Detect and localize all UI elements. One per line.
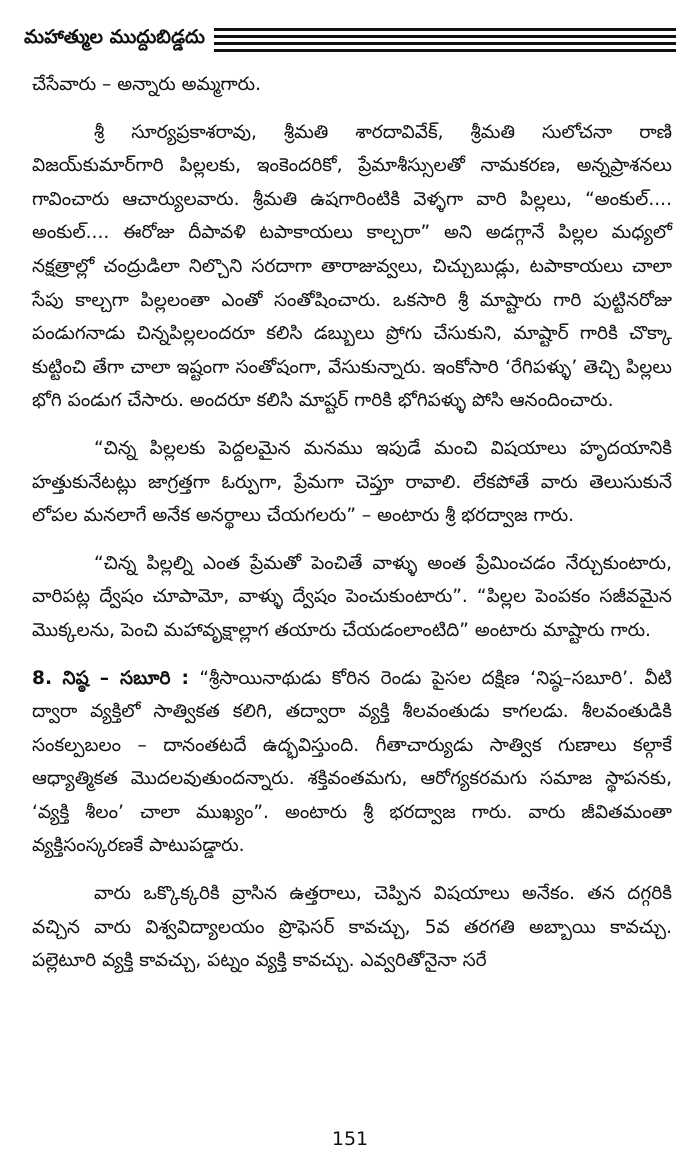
paragraph-letters: వారు ఒక్కొక్కరికి వ్రాసిన ఉత్తరాలు, చెప్పిన విషయాలు అనేకం. తన దగ్గరికి వచ్చిన వారు విశ్వవిద్యాలయం ప్రొఫెసర్ కావచ్చు, 5వ తరగతి అబ్బాయి కావచ్చు. పల్లెటూరి వ్యక్తి కావచ్చు, పట్నం వ్యక్తి కావచ్చు. ఎవ్వరితోనైనా సరే: [32, 883, 672, 972]
paragraph-quote-teaching-children: “చిన్న పిల్లలకు పెద్దలమైన మనము ఇపుడే మంచి విషయాలు హృదయానికి హత్తుకునేటట్లు జాగ్రత్తగా ఓర్పుగా, ప్రేమగా చెప్తూ రావాలి. లేకపోతే వారు తెలుసుకునే లోపల మనలాగే అనేక అనర్థాలు చేయగలరు” – అంటారు శ్రీ భరద్వాజ గారు.: [32, 437, 672, 527]
running-header: [24, 22, 676, 58]
paragraph-continuation: చేసేవారు – అన్నారు అమ్మగారు.: [32, 74, 262, 95]
header-rule-line: [214, 28, 676, 31]
paragraph-quote-love-children: “చిన్న పిల్లల్ని ఎంత ప్రేమతో పెంచితే వాళ్ళు అంత ప్రేమించడం నేర్చుకుంటారు, వారిపట్ల ద్వేషం చూపామో, వాళ్ళు ద్వేషం పెంచుకుంటారు”. “పిల్లల పెంపకం సజీవమైన మొక్కలను, పెంచి మహావృక్షాల్లాగ తయారు చేయడంలాంటిది” అంటారు మాష్టారు గారు.: [32, 552, 672, 641]
section-number: 8.: [32, 667, 53, 689]
page-number: 151: [331, 1128, 369, 1150]
header-rule-line: [214, 35, 676, 38]
paragraph-naming-ceremonies: శ్రీ సూర్యప్రకాశరావు, శ్రీమతి శారదావివేక్, శ్రీమతి సులోచనా రాణి విజయ్‌కుమార్‌గారి పిల్లలకు, ఇంకెందరికో, ప్రేమాశీస్సులతో నామకరణ, అన్నప్రాశనలు గావించారు ఆచార్యులవారు. శ్రీమతి ఉషగారింటికి వెళ్ళగా వారి పిల్లలు, “అంకుల్.... అంకుల్.... ఈరోజు దీపావళి టపాకాయలు కాల్చరా” అని అడగ్గానే పిల్లల మధ్యలో నక్షత్రాల్లో చంద్రుడిలా నిల్చొని సరదాగా తారాజువ్వలు, చిచ్చుబుడ్లు, టపాకాయలు చాలా సేపు కాల్చగా పిల్లలంతా ఎంతో సంతోషించారు. ఒకసారి శ్రీ మాష్టారు గారి పుట్టినరోజు పండుగనాడు చిన్నపిల్లలందరూ కలిసి డబ్బులు ప్రోగు చేసుకుని, మాష్టార్ గారికి చొక్కా కుట్టించి తేగా చాలా ఇష్టంగా సంతోషంగా, వేసుకున్నారు. ఇంకోసారి ‘రేగిపళ్ళు’ తెచ్చి పిల్లలు భోగి పండుగ చేసారు. అందరూ కలిసి మాష్టర్ గారికి భోగిపళ్ళు పోసి ఆనందించారు.: [32, 121, 672, 412]
page-body: [32, 68, 672, 992]
section-title: నిష్ఠ – సబూరి :: [62, 667, 189, 689]
section-nishta-saburi: [32, 662, 672, 864]
header-rule-line: [214, 42, 676, 45]
section-text: “శ్రీసాయినాథుడు కోరిన రెండు పైసల దక్షిణ ‘నిష్ఠ–సబూరి’. వీటి ద్వారా వ్యక్తిలో సాత్వికత కలిగి, తద్వారా వ్యక్తి శీలవంతుడు కాగలడు. శీలవంతుడికి సంకల్పబలం – దానంతటదే ఉద్భవిస్తుంది. గీతాచార్యుడు సాత్విక గుణాలు కల్గాకే ఆధ్యాత్మికత మొదలవుతుందన్నారు. శక్తివంతమగు, ఆరోగ్యకరమగు సమాజ స్థాపనకు, ‘వ్యక్తి శీలం’ చాలా ముఖ్యం”. అంటారు శ్రీ భరద్వాజ గారు. వారు జీవితమంతా వ్యక్తిసంస్కరణకే పాటుపడ్డారు.: [32, 667, 672, 857]
header-rules: [214, 28, 676, 56]
header-rule-line: [214, 49, 676, 52]
running-title: మహాత్ముల ముద్దుబిడ్డదు: [24, 26, 205, 48]
